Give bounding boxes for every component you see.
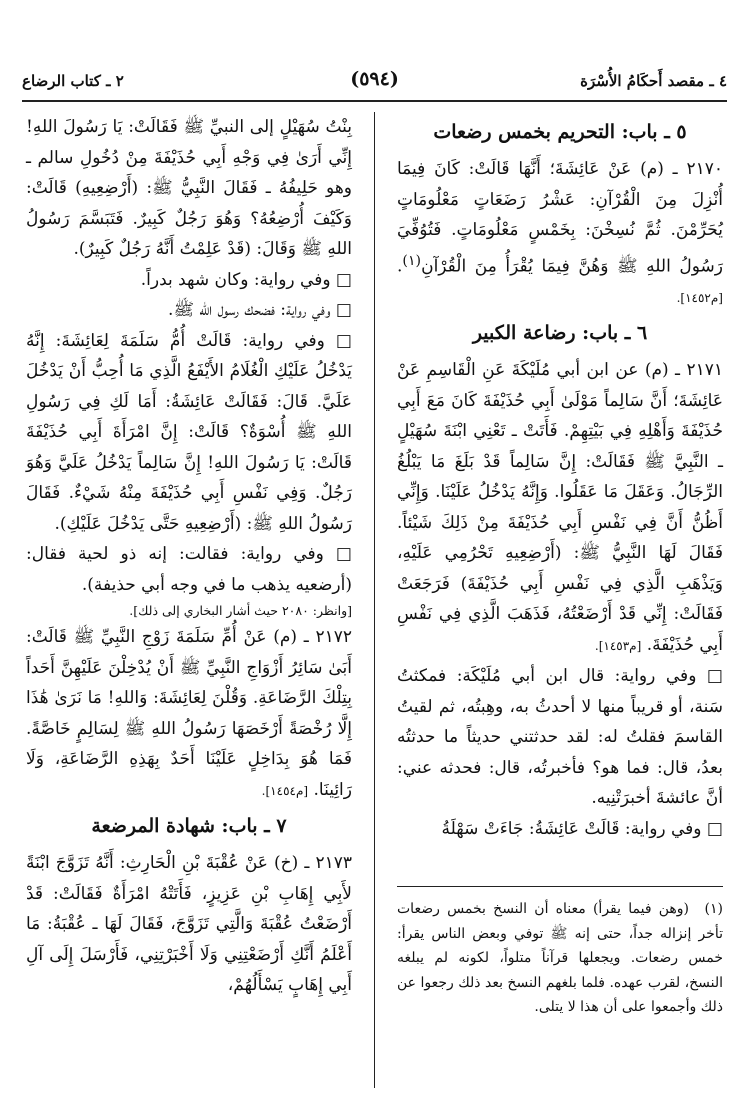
left-column [26, 112, 352, 1001]
narration-variant: □ وفي رواية: قَالَتْ عَائِشَةُ: جَاءَتْ سَهْلَةُ [441, 818, 723, 839]
cross-reference-note: [وانظر: ٢٠٨٠ حيث أشار البخاري إلى ذلك]. [129, 603, 352, 618]
hadith-2172-text: ٢١٧٢ ـ (م) عَنْ أُمِّ سَلَمَةَ زَوْجِ النَّبِيِّ ﷺ قَالَتْ: أَبَىٰ سَائِرُ أَزْوَاجِ النَّبِيِّ ﷺ أَنْ يُدْخِلْنَ عَلَيْهِنَّ أَحَداً بِتِلْكَ الرَّضَاعَةِ. وَقُلْنَ لِعَائِشَةَ: وَاللهِ! مَا نَرَىٰ هَٰذَا إِلَّا رُخْصَةً أَرْخَصَهَا رَسُولُ اللهِ ﷺ لِسَالِمٍ خَاصَّةً. فَمَا هُوَ بِدَاخِلٍ عَلَيْنَا أَحَدٌ بِهَذِهِ الرَّضَاعَةِ، وَلَا رَائِينَا. [26, 627, 352, 800]
narration-variant: □ وفي رواية: فضحك رسول الله ﷺ. [168, 300, 352, 320]
page-number: (٥٩٤) [350, 68, 399, 90]
hadith-2170-ref: [م١٤٥٢]. [676, 290, 723, 305]
hadith-2171-text: ٢١٧١ ـ (م) عن ابن أبي مُلَيْكَةَ عَنِ الْقَاسِمِ عَنْ عَائِشَةَ؛ أَنَّ سَالِماً مَوْلَىٰ أَبِي حُذَيْفَةَ كَانَ مَعَ أَبِي حُذَيْفَةَ وَأَهْلِهِ فِي بَيْتِهِمْ. فَأَتَتْ ـ تَعْنِي ابْنَةَ سُهَيْلٍ ـ النَّبِيَّ ﷺ فَقَالَتْ: إِنَّ سَالِماً قَدْ بَلَغَ مَا يَبْلُغُ الرِّجَالُ. وَعَقَلَ مَا عَقَلُوا. وَإِنَّهُ يَدْخُلُ عَلَيْنَا. وَإِنِّي أَظُنُّ أَنَّ فِي نَفْسِ أَبِي حُذَيْفَةَ مِنْ ذَلِكَ شَيْئاً. فَقَالَ لَهَا النَّبِيُّ ﷺ: (أَرْضِعِيهِ تَحْرُمِي عَلَيْهِ، وَيَذْهَبِ الَّذِي فِي نَفْسِ أَبِي حُذَيْفَةَ) فَرَجَعَتْ فَقَالَتْ: إِنِّي قَدْ أَرْضَعْتُهُ، فَذَهَبَ الَّذِي فِي نَفْسِ أَبِي حُذَيْفَةَ. [397, 360, 723, 655]
page-header [22, 66, 727, 102]
chapter-heading-7: ٧ ـ باب: شهادة المرضعة [91, 815, 287, 837]
hadith-2171 [397, 355, 723, 661]
hadith-2170-text: ٢١٧٠ ـ (م) عَنْ عَائِشَةَ؛ أَنَّهَا قَالَتْ: كَانَ فِيمَا أُنْزِلَ مِنَ الْقُرْآنِ: عَشْرُ رَضَعَاتٍ مَعْلُومَاتٍ يُحَرِّمْنَ. ثُمَّ نُسِخْنَ: بِخَمْسٍ مَعْلُومَاتٍ. فَتُوُفِّيَ رَسُولُ اللهِ ﷺ وَهُنَّ فِيمَا يُقْرَأُ مِنَ الْقُرْآنِ [397, 159, 723, 277]
footnote-number: (١) [704, 901, 723, 917]
narration-variant: □ وفي رواية: فقالت: إنه ذو لحية فقال: (أرضعيه يذهب ما في وجه أبي حذيفة). [26, 544, 352, 595]
hadith-2171-ref: [م١٤٥٣]. [594, 638, 642, 653]
footnote-marker: (١) [402, 252, 422, 269]
right-column [397, 112, 723, 844]
footnote-1 [397, 897, 723, 1020]
hadith-2170: ٢١٧٠ ـ (م) عَنْ عَائِشَةَ؛ أَنَّهَا قَالَتْ: كَانَ فِيمَا أُنْزِلَ مِنَ الْقُرْآنِ: عَشْرُ رَضَعَاتٍ مَعْلُومَاتٍ يُحَرِّمْنَ. ثُمَّ نُسِخْنَ: بِخَمْسٍ مَعْلُومَاتٍ. فَتُوُفِّيَ رَسُولُ اللهِ ﷺ وَهُنَّ فِيمَا يُقْرَأُ مِنَ الْقُرْآنِ$^{(١)}$. [م١٤٥٢]. [397, 159, 723, 305]
header-chapter-title: ٢ ـ كتاب الرضاع [22, 72, 124, 90]
hadith-2172-ref: [م١٤٥٤]. [261, 783, 309, 798]
hadith-continuation: بِنْتُ سُهَيْلٍ إلى النبيِّ ﷺ فَقَالَتْ: يَا رَسُولَ اللهِ! إِنِّي أَرَىٰ فِي وَجْهِ أَبِي حُذَيْفَةَ مِنْ دُخُولِ سالم ـ وهو حَلِيفُهُ ـ فَقَالَ النَّبِيُّ ﷺ: (أَرْضِعِيهِ) قَالَتْ: وَكَيْفَ أُرْضِعُهُ؟ وَهُوَ رَجُلٌ كَبِيرٌ. فَتَبَسَّمَ رَسُولُ اللهِ ﷺ وَقَالَ: (قَدْ عَلِمْتُ أَنَّهُ رَجُلٌ كَبِيرٌ). [26, 117, 352, 259]
chapter-heading-6: ٦ ـ باب: رضاعة الكبير [472, 322, 648, 345]
hadith-2172 [26, 622, 352, 806]
narration-variant: □ وفي رواية: وكان شهد بدراً. [140, 269, 352, 290]
header-section-title: ٤ ـ مقصد أَحكَامُ الأُسْرَة [580, 72, 727, 90]
narration-variant: □ وفي رواية: قَالَتْ أُمُّ سَلَمَةَ لِعَائِشَةَ: إِنَّهُ يَدْخُلُ عَلَيْكِ الْغُلَامُ الأَيْفَعُ الَّذِي مَا أُحِبُّ أَنْ يَدْخُلَ عَلَيَّ. قَالَ: فَقَالَتْ عَائِشَةُ: أَمَا لَكِ فِي رَسُولِ اللهِ ﷺ أُسْوَةٌ؟ قَالَتْ: إِنَّ امْرَأَةَ أَبِي حُذَيْفَةَ قَالَتْ: يَا رَسُولَ اللهِ! إِنَّ سَالِماً يَدْخُلُ عَلَيَّ وَهُوَ رَجُلٌ. وَفِي نَفْسِ أَبِي حُذَيْفَةَ مِنْهُ شَيْءٌ. فَقَالَ رَسُولُ اللهِ ﷺ: (أَرْضِعِيهِ حَتَّى يَدْخُلَ عَلَيْكِ). [26, 330, 352, 534]
narration-variant: □ وفي رواية: قال ابن أبي مُلَيْكَة: فمكثتُ سَنة، أو قريباً منها لا أحدثُ به، وهِبتُه، ثم لقيتُ القاسمَ فقلتُ له: لقد حدثتني حديثاً ما حدثتُه بعدُ، قال: فما هو؟ فأخبرتُه، قال: فحدثه عني: أنَّ عائشةَ أخبرَتْنِيه. [397, 666, 723, 809]
chapter-heading-5: ٥ ـ باب: التحريم بخمس رضعات [433, 121, 687, 143]
footnotes [397, 886, 723, 1020]
column-divider [374, 112, 375, 1088]
footnote-text: (وهن فيما يقرأ) معناه أن النسخ بخمس رضعات تأخر إنزاله جداً، حتى إنه ﷺ توفي وبعض الناس يقرأ: خمس رضعات. ويجعلها قرآناً متلواً، لكونه لم يبلغه النسخ، لقرب عهده. فلما بلغهم النسخ بعد ذلك رجعوا عن ذلك وأجمعوا على أن هذا لا يتلى. [397, 901, 723, 1015]
hadith-2173: ٢١٧٣ ـ (خ) عَنْ عُقْبَةَ بْنِ الْحَارِثِ: أَنَّهُ تَزَوَّجَ ابْنَةً لأَبِي إِهَابِ بْنِ عَزِيزٍ، فَأَتَتْهُ امْرَأَةٌ فَقَالَتْ: قَدْ أَرْضَعْتُ عُقْبَةَ وَالَّتِي تَزَوَّجَ، فَقَالَ لَهَا ـ عُقْبَةُ: مَا أَعْلَمُ أَنَّكِ أَرْضَعْتِنِي وَلَا أَخْبَرْتِنِي، فَأَرْسَلَ إِلَى آلِ أَبِي إِهَابٍ يَسْأَلُهُمْ، [26, 853, 352, 995]
